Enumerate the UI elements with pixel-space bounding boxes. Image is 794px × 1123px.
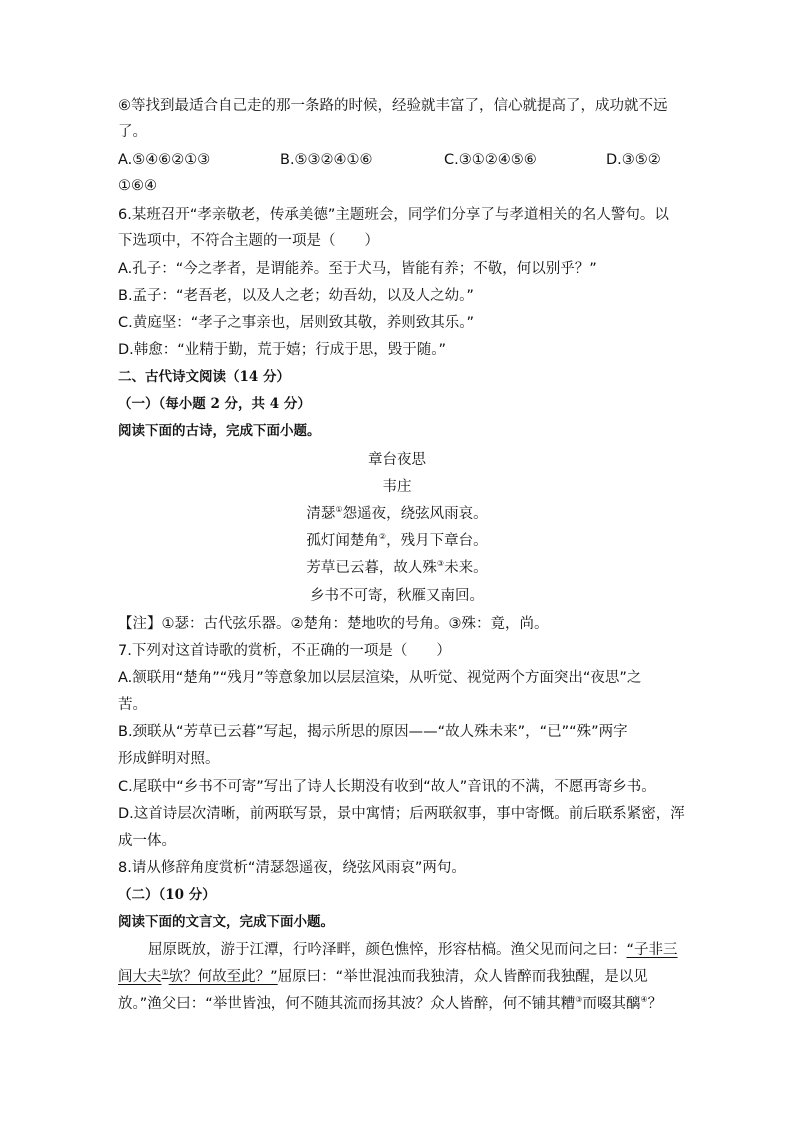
part-1-instruction: 阅读下面的古诗，完成下面小题。 [118, 423, 321, 439]
passage-line-1 [148, 940, 678, 960]
q5-option-b: B.⑤③②④①⑥ [280, 152, 373, 168]
q7-option-b-line-1: B.颈联从“芳草已云暮”写起，揭示所思的原因——“故人殊未来”，“已”“殊”两字 [118, 724, 628, 740]
footnote-mark-1: ① [335, 505, 343, 515]
q8-stem: 8.请从修辞角度赏析“清瑟怨遥夜，绕弦风雨哀”两句。 [118, 860, 466, 876]
poem-line-2-part-b: ，残月下章台。 [386, 533, 488, 549]
passage-line-1-text: 屈原既放，游于江潭，行吟泽畔，颜色憔悴，形容枯槁。渔父见而问之曰： [148, 942, 627, 958]
part-2-instruction: 阅读下面的文言文，完成下面小题。 [118, 914, 334, 930]
passage-line-3-text-c: ？ [647, 996, 663, 1012]
poem-line-3-part-a: 芳草已云暮，故人殊 [306, 560, 437, 576]
q5-option-d: D.③⑤② [606, 152, 661, 168]
footnote-mark-passage-4: ④ [640, 995, 648, 1005]
q7-option-d-line-2: 成一体。 [118, 833, 176, 849]
q6-option-b: B.孟子：“老吾老，以及人之老；幼吾幼，以及人之幼。” [118, 288, 474, 304]
passage-line-3-text-b: 而啜其醨 [582, 996, 641, 1012]
poem-line-1-part-a: 清瑟 [306, 506, 336, 522]
passage-underlined-1: “子非三 [626, 942, 678, 958]
footnote-mark-passage-1: ① [161, 968, 169, 978]
poem-line-4: 乡书不可寄，秋雁又南回。 [310, 588, 484, 604]
q5-option-d-continued: ①⑥④ [118, 178, 157, 194]
poem-line-1 [0, 504, 794, 524]
poem-line-3 [0, 558, 794, 578]
poem-line-2 [0, 531, 794, 551]
poem-line-1-part-b: 怨遥夜，绕弦风雨哀。 [342, 506, 488, 522]
q5-item-6-line-1: ⑥等找到最适合自己走的那一条路的时候，经验就丰富了，信心就提高了，成功就不远 [118, 98, 668, 114]
q7-option-a-line-1: A.颔联用“楚角”“残月”等意象加以层层渲染，从听觉、视觉两个方面突出“夜思”之 [118, 670, 642, 686]
q6-option-a: A.孔子：“今之孝者，是谓能养。至于犬马，皆能有养；不敬，何以别乎？” [118, 261, 597, 277]
q7-option-b-line-2: 形成鲜明对照。 [118, 751, 220, 767]
footnote-mark-passage-3: ③ [575, 995, 583, 1005]
part-1-title: （一）（每小题 2 分，共 4 分） [118, 396, 311, 412]
footnote-mark-3: ③ [436, 559, 445, 569]
q7-stem: 7.下列对这首诗歌的赏析，不正确的一项是（ ） [118, 643, 451, 659]
poem-author: 韦庄 [382, 479, 412, 495]
q6-option-d: D.韩愈：“业精于勤，荒于嬉；行成于思，毁于随。” [118, 342, 447, 358]
passage-underlined-2a: 闾大夫 [118, 969, 162, 985]
poem-line-2-part-a: 孤灯闻楚角 [306, 533, 379, 549]
q6-stem-line-2: 下选项中，不符合主题的一项是（ ） [118, 233, 379, 249]
passage-line-3-text-a: 放。”渔父曰：“举世皆浊，何不随其流而扬其波？众人皆醉，何不铺其糟 [118, 996, 576, 1012]
passage-underlined-2b: 欤？何故至此？” [168, 969, 278, 985]
footnote-mark-2: ② [378, 532, 387, 542]
q5-item-6-line-2: 了。 [118, 124, 147, 140]
poem-note: 【注】①瑟：古代弦乐器。②楚角：楚地吹的号角。③殊：竟，尚。 [118, 616, 549, 632]
q5-option-c: C.③①②④⑤⑥ [444, 152, 537, 168]
q7-option-a-line-2: 苦。 [118, 697, 147, 713]
q6-option-c: C.黄庭坚：“孝子之事亲也，居则致其敬，养则致其乐。” [118, 315, 475, 331]
poem-line-3-part-b: 未来。 [444, 560, 488, 576]
passage-line-2 [118, 967, 648, 987]
q7-option-c: C.尾联中“乡书不可寄”写出了诗人长期没有收到“故人”音讯的不满，不愿再寄乡书。 [118, 779, 656, 795]
passage-line-2-text: 屈原曰：“举世混浊而我独清，众人皆醉而我独醒，是以见 [277, 969, 648, 985]
section-2-title: 二、古代诗文阅读（14 分） [118, 369, 290, 385]
part-2-title: （二）（10 分） [118, 887, 216, 903]
q6-stem-line-1: 6.某班召开“孝亲敬老，传承美德”主题班会，同学们分享了与孝道相关的名人警句。以 [118, 207, 669, 223]
poem-title: 章台夜思 [368, 452, 426, 468]
passage-line-3 [118, 994, 662, 1014]
q7-option-d-line-1: D.这首诗层次清晰，前两联写景，景中寓情；后两联叙事，事中寄慨。前后联系紧密，浑 [118, 806, 685, 822]
q5-option-a: A.⑤④⑥②①③ [118, 152, 211, 168]
